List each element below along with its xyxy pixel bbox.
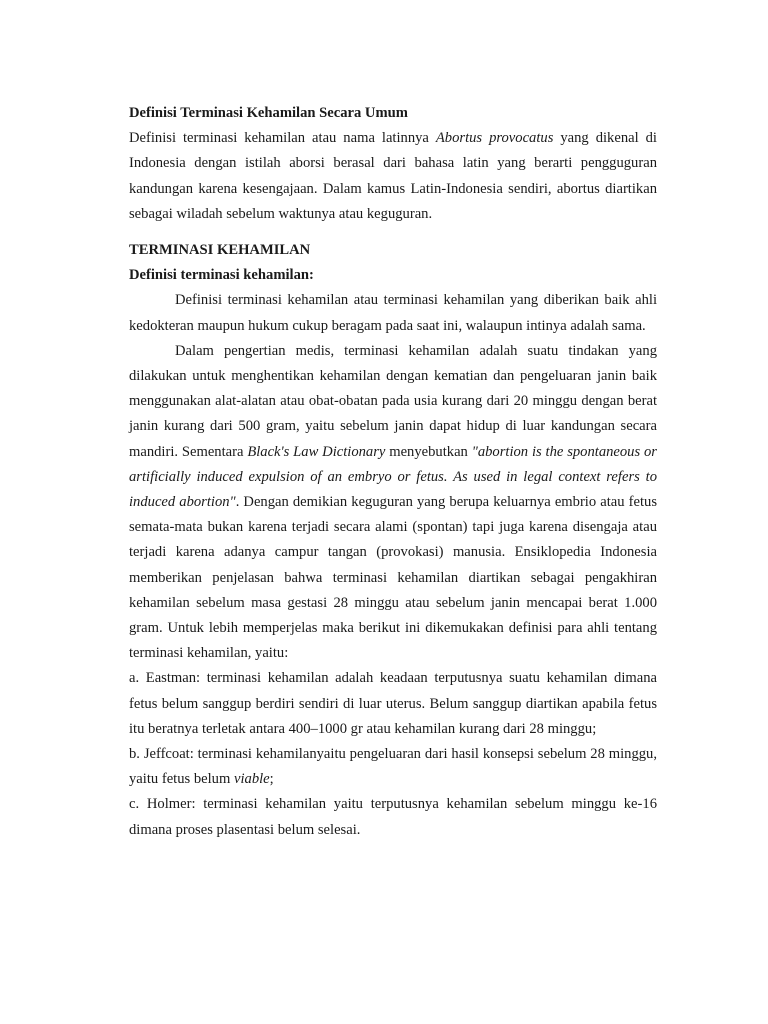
italic-term: Abortus provocatus — [435, 130, 554, 147]
paragraph-definisi-2 — [129, 339, 657, 667]
text-run: yang dikenal di Indonesia dengan istilah aborsi berasal dari bahasa latin yang berarti pengguguran kandungan karena kesengajaan. Dalam kamus Latin-Indonesia sendiri, abortus diartikan sebagai wiladah sebelum waktunya atau keguguran. — [129, 130, 657, 222]
italic-term: viable — [233, 771, 270, 788]
list-item-jeffcoat — [129, 742, 657, 792]
text-run: ; — [269, 771, 274, 788]
subheading-definisi: Definisi terminasi kehamilan: — [129, 267, 314, 284]
text-run: Definisi terminasi kehamilan atau nama latinnya — [129, 130, 436, 147]
paragraph-definisi-1: Definisi terminasi kehamilan atau terminasi kehamilan yang diberikan baik ahli kedokteran maupun hukum cukup beragam pada saat ini, walaupun intinya adalah sama. — [129, 292, 657, 334]
text-run: Dalam pengertian medis, terminasi kehamilan adalah suatu tindakan yang dilakukan untuk menghentikan kehamilan dengan kematian dan pengeluaran janin baik menggunakan alat-alatan atau obat-obatan pada usia kurang dari 20 minggu dengan berat janin kurang dari 500 gram, yaitu sebelum janin dapat hidup di luar kandungan secara mandiri. Sementara — [129, 342, 657, 460]
italic-dictionary-title: Black's Law Dictionary — [247, 443, 386, 460]
list-item-holmer: c. Holmer: terminasi kehamilan yaitu terputusnya kehamilan sebelum minggu ke-16 dimana proses plasentasi belum selesai. — [129, 796, 657, 838]
section-spacer — [129, 227, 657, 238]
document-page — [129, 101, 657, 843]
section-heading-terminasi: TERMINASI KEHAMILAN — [129, 242, 311, 259]
text-run: menyebutkan — [385, 443, 472, 460]
paragraph-umum — [129, 126, 657, 227]
text-run: b. Jeffcoat: terminasi kehamilanyaitu pengeluaran dari hasil konsepsi sebelum 28 minggu, yaitu fetus belum — [129, 746, 657, 788]
text-run: . Dengan demikian keguguran yang berupa keluarnya embrio atau fetus semata-mata bukan karena terjadi secara alami (spontan) tapi juga karena disengaja atau terjadi karena adanya campur tangan (provokasi) manusia. Ensiklopedia Indonesia memberikan penjelasan bahwa terminasi kehamilan diartikan sebagai pengakhiran kehamilan sebelum masa gestasi 28 minggu atau sebelum janin mencapai berat 1.000 gram. Untuk lebih memperjelas maka berikut ini dikemukakan definisi para ahli tentang terminasi kehamilan, yaitu: — [129, 494, 658, 662]
list-item-eastman: a. Eastman: terminasi kehamilan adalah keadaan terputusnya suatu kehamilan dimana fetus belum sanggup berdiri sendiri di luar uterus. Belum sanggup diartikan apabila fetus itu beratnya terletak antara 400–1000 gr atau kehamilan kurang dari 28 minggu; — [129, 670, 657, 737]
section-heading-umum: Definisi Terminasi Kehamilan Secara Umum — [129, 105, 408, 121]
italic-quote: "abortion is the spontaneous or artificially induced expulsion of an embryo or fetus. As used in legal context refers to induced abortion" — [129, 443, 657, 511]
